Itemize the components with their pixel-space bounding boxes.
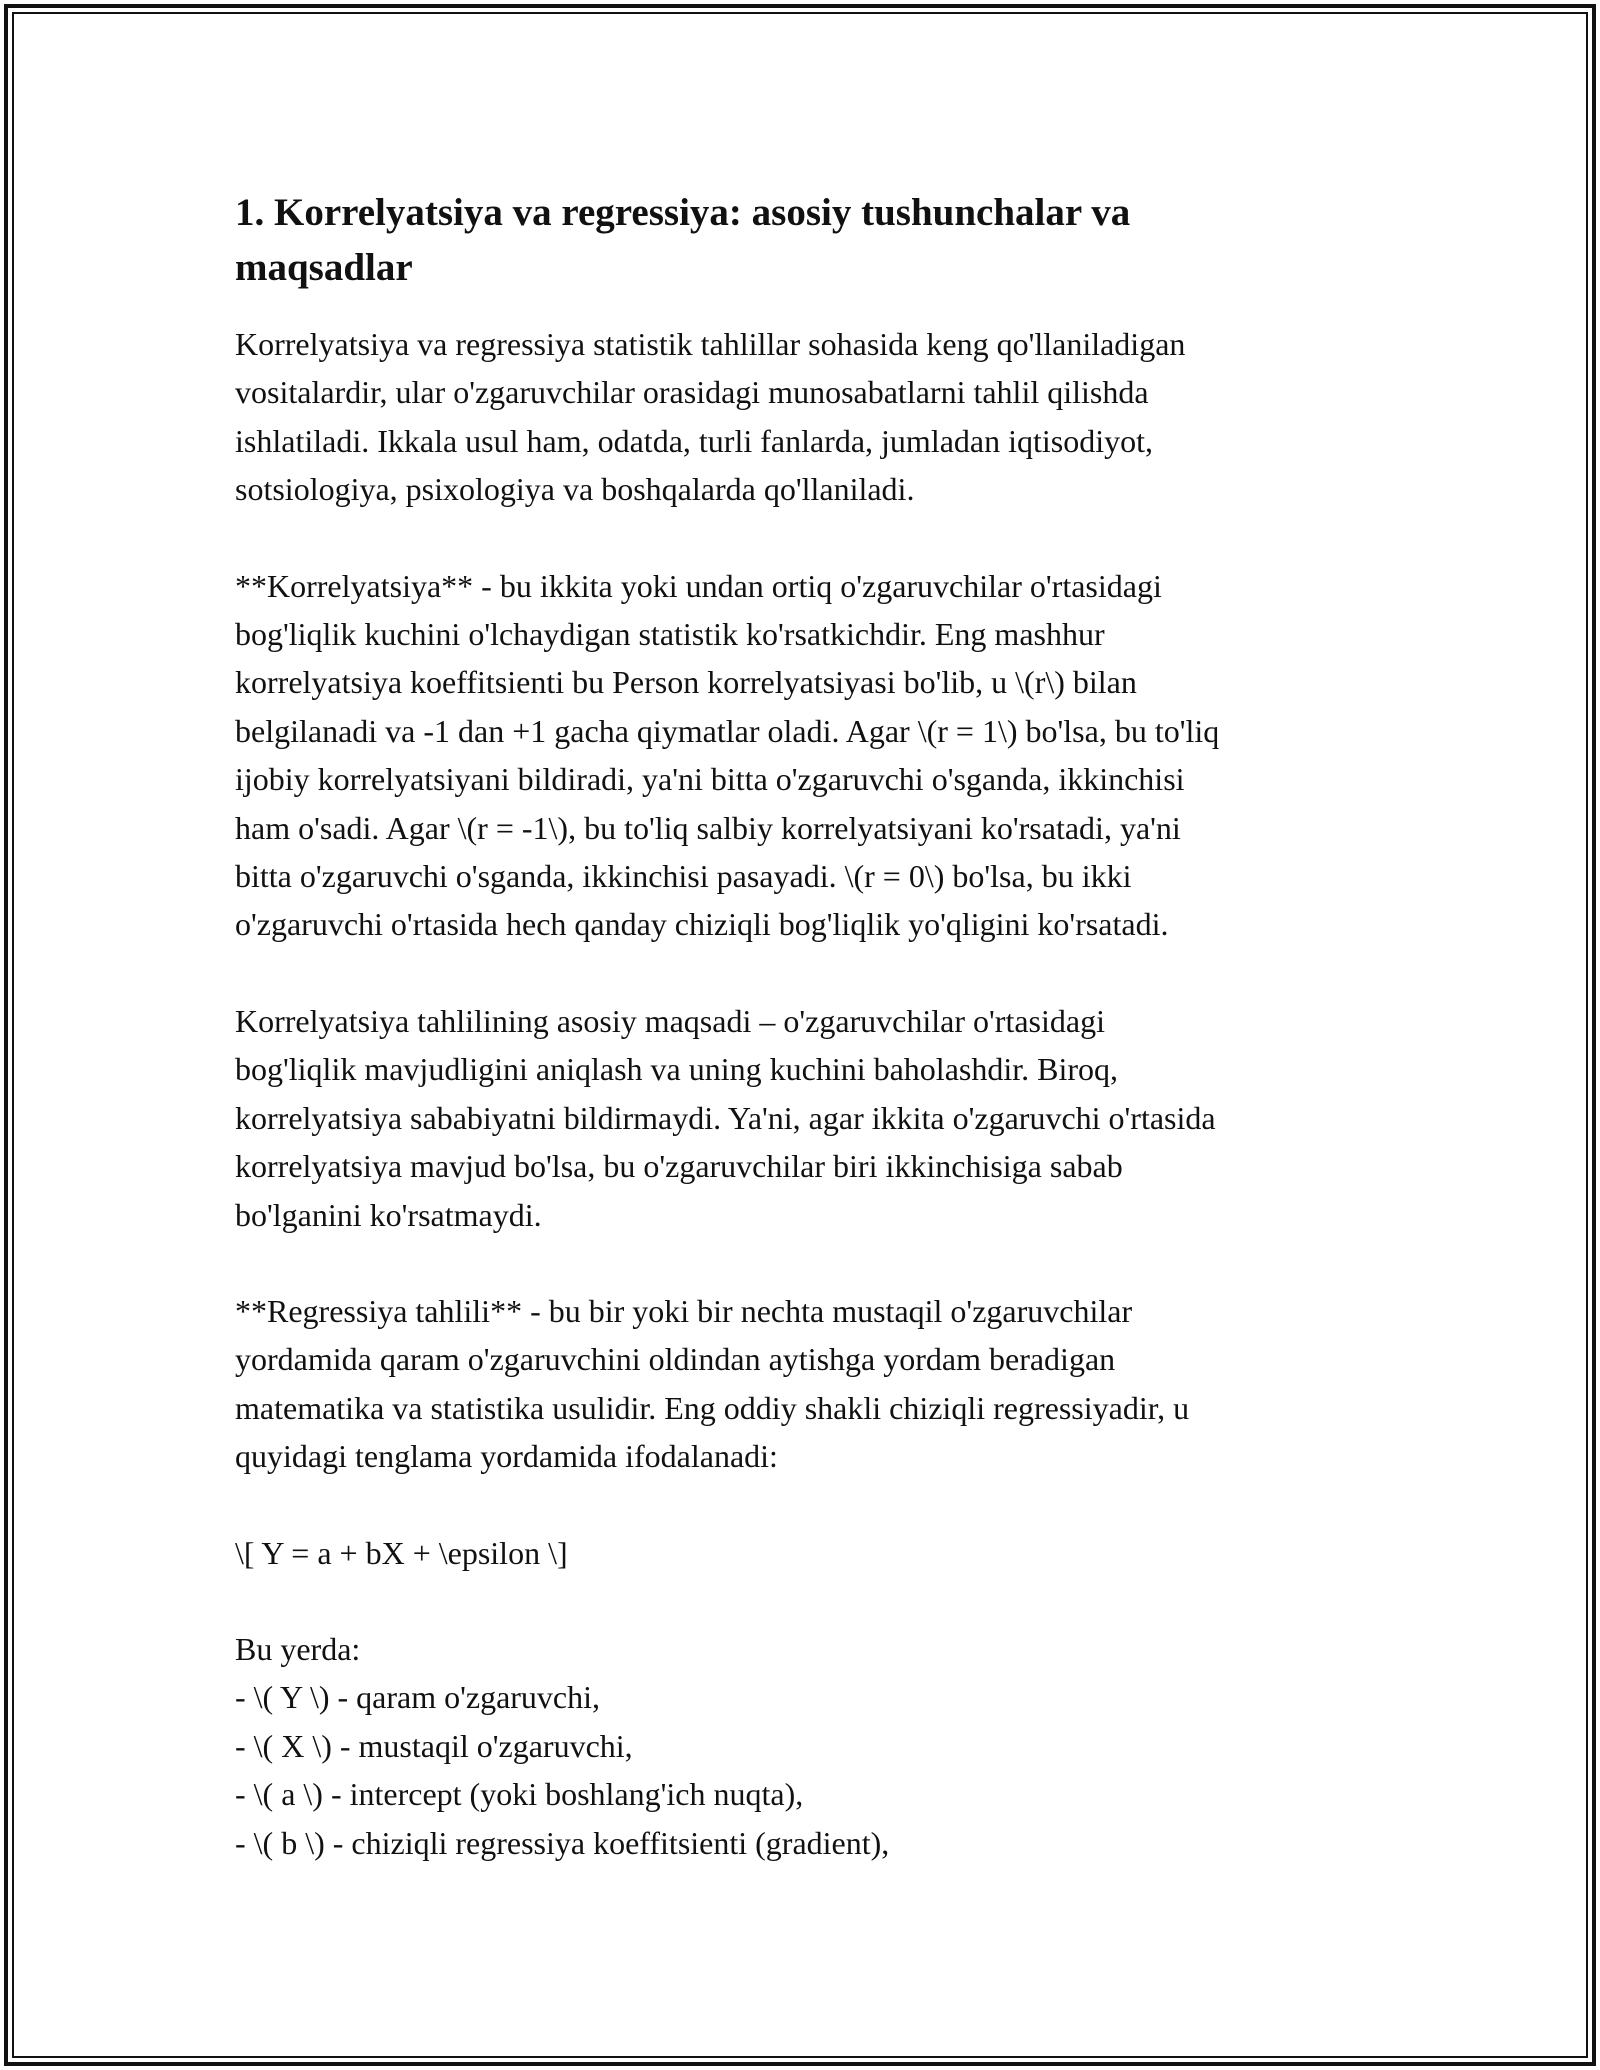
text-line: o'zgaruvchi o'rtasida hech qanday chiziqli bog'liqlik yo'qligini ko'rsatadi. [235, 906, 1169, 943]
text-line: ham o'sadi. Agar \(r = -1\), bu to'liq salbiy korrelyatsiyani ko'rsatadi, ya'ni [235, 809, 1181, 846]
text-line: belgilanadi va -1 dan +1 gacha qiymatlar oladi. Agar \(r = 1\) bo'lsa, bu to'liq [235, 712, 1220, 749]
spacer [235, 295, 1395, 320]
section-title [235, 185, 1395, 295]
spacer [235, 1239, 1395, 1287]
text-line: **Korrelyatsiya** - bu ikkita yoki undan ortiq o'zgaruvchilar o'rtasidagi [235, 567, 1162, 604]
equation-line: \[ Y = a + bX + \epsilon \] [235, 1534, 568, 1571]
text-line: vositalardir, ular o'zgaruvchilar orasidagi munosabatlarni tahlil qilishda [235, 374, 1149, 411]
section-title-line: 1. Korrelyatsiya va regressiya: asosiy tushunchalar va [235, 191, 1131, 234]
definition-heading: Bu yerda: [235, 1630, 361, 1667]
text-line: matematika va statistika usulidir. Eng oddiy shakli chiziqli regressiyadir, u [235, 1389, 1190, 1426]
paragraph-intro [235, 320, 1395, 514]
text-line: bitta o'zgaruvchi o'sganda, ikkinchisi pasayadi. \(r = 0\) bo'lsa, bu ikki [235, 858, 1132, 895]
equation [235, 1529, 1395, 1577]
definition-item: - \( b \) - chiziqli regressiya koeffitsienti (gradient), [235, 1824, 890, 1861]
section-title-line: maqsadlar [235, 246, 413, 289]
text-line: quyidagi tenglama yordamida ifodalanadi: [235, 1438, 778, 1475]
text-line: korrelyatsiya sababiyatni bildirmaydi. Ya'ni, agar ikkita o'zgaruvchi o'rtasida [235, 1099, 1216, 1136]
spacer [235, 1481, 1395, 1529]
paragraph-regression [235, 1287, 1395, 1481]
text-line: ijobiy korrelyatsiyani bildiradi, ya'ni bitta o'zgaruvchi o'sganda, ikkinchisi [235, 761, 1185, 798]
paragraph-purpose [235, 997, 1395, 1239]
definition-item: - \( a \) - intercept (yoki boshlang'ich nuqta), [235, 1776, 804, 1813]
definition-item: - \( X \) - mustaqil o'zgaruvchi, [235, 1727, 633, 1764]
spacer [235, 1577, 1395, 1625]
paragraph-correlation [235, 562, 1395, 949]
definition-item: - \( Y \) - qaram o'zgaruvchi, [235, 1679, 601, 1716]
text-line: ishlatiladi. Ikkala usul ham, odatda, turli fanlarda, jumladan iqtisodiyot, [235, 422, 1154, 459]
text-line: Korrelyatsiya tahlilining asosiy maqsadi – o'zgaruvchilar o'rtasidagi [235, 1002, 1105, 1039]
text-line: **Regressiya tahlili** - bu bir yoki bir nechta mustaqil o'zgaruvchilar [235, 1292, 1133, 1329]
document-page [235, 185, 1395, 1867]
text-line: yordamida qaram o'zgaruvchini oldindan aytishga yordam beradigan [235, 1341, 1116, 1378]
definition-list [235, 1625, 1395, 1867]
text-line: bog'liqlik mavjudligini aniqlash va uning kuchini baholashdir. Biroq, [235, 1051, 1119, 1088]
text-line: bog'liqlik kuchini o'lchaydigan statistik ko'rsatkichdir. Eng mashhur [235, 616, 1105, 653]
text-line: bo'lganini ko'rsatmaydi. [235, 1196, 542, 1233]
text-line: korrelyatsiya koeffitsienti bu Person korrelyatsiyasi bo'lib, u \(r\) bilan [235, 664, 1137, 701]
text-line: Korrelyatsiya va regressiya statistik tahlillar sohasida keng qo'llaniladigan [235, 326, 1186, 362]
spacer [235, 949, 1395, 997]
text-line: sotsiologiya, psixologiya va boshqalarda qo'llaniladi. [235, 471, 915, 508]
text-line: korrelyatsiya mavjud bo'lsa, bu o'zgaruvchilar biri ikkinchisiga sabab [235, 1148, 1123, 1185]
spacer [235, 514, 1395, 562]
